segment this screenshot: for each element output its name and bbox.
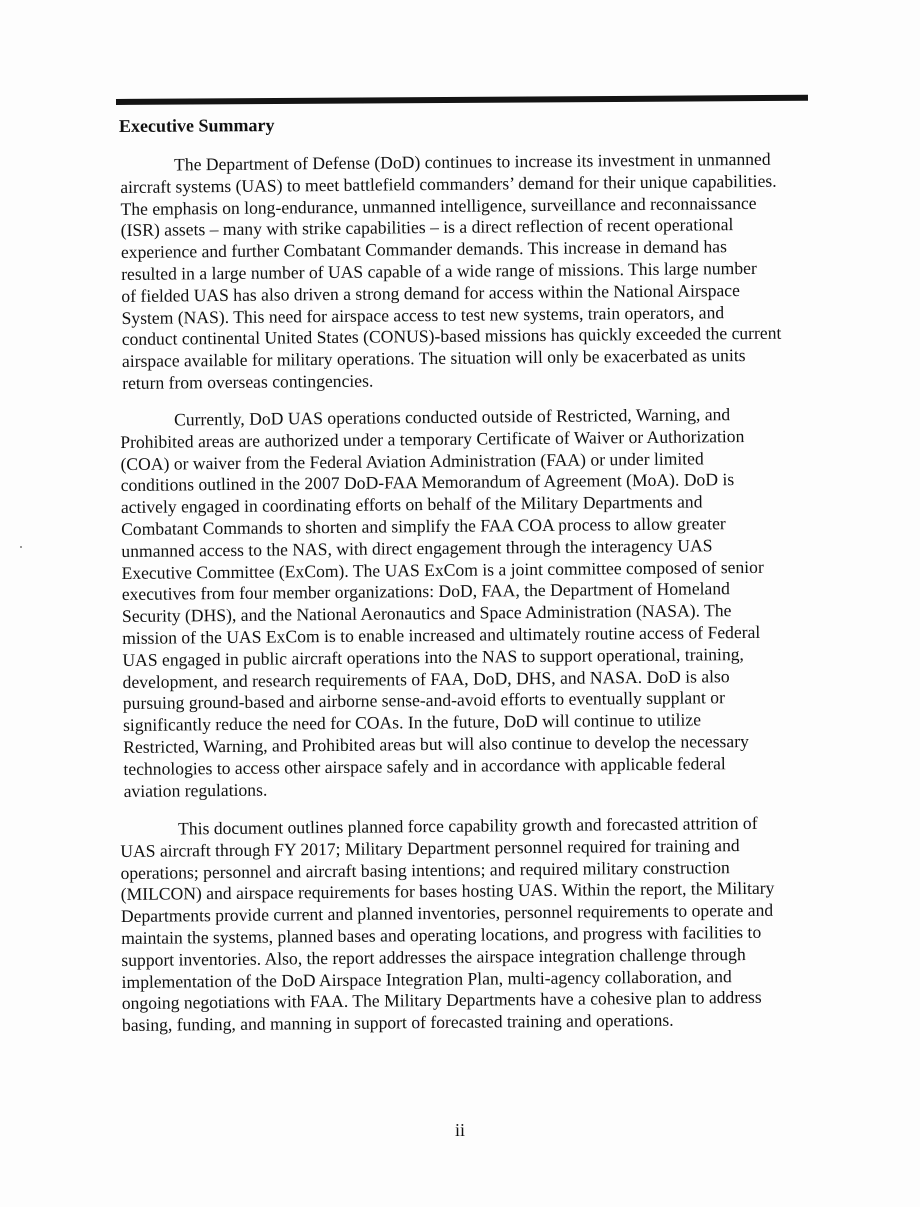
page-number: ii <box>455 1120 466 1140</box>
text-line: (ISR) assets – many with strike capabilities – is a direct reflection of recent operational <box>120 214 734 241</box>
text-line: mission of the UAS ExCom is to enable increased and ultimately routine access of Federal <box>122 621 761 648</box>
text-line: The emphasis on long-endurance, unmanned intelligence, surveillance and reconnaissance <box>120 192 757 219</box>
text-line: This document outlines planned force capability growth and forecasted attrition of <box>177 812 758 839</box>
text-line: airspace available for military operations. The situation will only be exacerbated as units <box>121 345 746 372</box>
paragraph-3 <box>120 812 822 1037</box>
text-line: pursuing ground-based and airborne sense-and-avoid efforts to eventually supplant or <box>122 687 725 714</box>
section-heading: Executive Summary <box>118 115 275 136</box>
text-line: Restricted, Warning, and Prohibited areas but will also continue to develop the necessary <box>123 730 749 757</box>
text-line: aviation regulations. <box>123 779 268 801</box>
text-line: operations; personnel and aircraft basing intentions; and required military construction <box>120 856 730 883</box>
text-line: return from overseas contingencies. <box>122 370 374 393</box>
paragraph-1 <box>120 148 822 394</box>
text-line: (COA) or waiver from the Federal Aviation Administration (FAA) or under limited <box>120 447 704 474</box>
scan-speck <box>20 546 22 548</box>
text-line: Currently, DoD UAS operations conducted outside of Restricted, Warning, and <box>173 404 731 430</box>
text-line: development, and research requirements of FAA, DoD, DHS, and NASA. DoD is also <box>122 665 730 692</box>
text-line: of fielded UAS has also driven a strong demand for access within the National Airspace <box>121 279 740 306</box>
text-line: basing, funding, and manning in support of forecasted training and operations. <box>121 1009 674 1036</box>
text-line: significantly reduce the need for COAs. In the future, DoD will continue to utilize <box>122 709 702 736</box>
text-line: conditions outlined in the 2007 DoD-FAA Memorandum of Agreement (MoA). DoD is <box>120 469 735 496</box>
text-line: technologies to access other airspace safely and in accordance with applicable federal <box>123 752 726 779</box>
text-line: Departments provide current and planned inventories, personnel requirements to operate and <box>120 899 774 927</box>
text-line: resulted in a large number of UAS capable of a wide range of missions. This large number <box>121 257 757 284</box>
text-line: UAS aircraft through FY 2017; Military Department personnel required for training and <box>120 834 740 861</box>
text-line: maintain the systems, planned bases and operating locations, and progress with facilities to <box>121 921 762 948</box>
text-line: executives from four member organizations: DoD, FAA, the Department of Homeland <box>121 578 730 605</box>
text-line: Executive Committee (ExCom). The UAS ExCom is a joint committee composed of senior <box>121 556 764 583</box>
text-line: System (NAS). This need for airspace access to test new systems, train operators, and <box>121 301 725 328</box>
text-line: Combatant Commands to shorten and simplify the FAA COA process to allow greater <box>121 513 726 539</box>
text-line: support inventories. Also, the report addresses the airspace integration challenge through <box>121 943 746 970</box>
text-line: (MILCON) and airspace requirements for bases hosting UAS. Within the report, the Military <box>120 878 775 905</box>
text-line: UAS engaged in public aircraft operations into the NAS to support operational, training, <box>122 643 744 670</box>
text-line: experience and further Combatant Commander demands. This increase in demand has <box>120 236 727 263</box>
text-line: aircraft systems (UAS) to meet battlefield commanders’ demand for their unique capabilities. <box>120 170 777 197</box>
text-line: ongoing negotiations with FAA. The Military Departments have a cohesive plan to address <box>121 987 762 1014</box>
heading-rule <box>116 95 808 105</box>
text-line: Security (DHS), and the National Aeronautics and Space Administration (NASA). The <box>121 600 732 627</box>
text-line: The Department of Defense (DoD) continues to increase its investment in unmanned <box>173 148 771 175</box>
text-line: implementation of the DoD Airspace Integration Plan, multi-agency collaboration, and <box>121 965 732 992</box>
text-line: unmanned access to the NAS, with direct engagement through the interagency UAS <box>121 535 713 561</box>
text-line: Prohibited areas are authorized under a temporary Certificate of Waiver or Authorization <box>120 425 745 452</box>
paragraph-2 <box>120 403 824 802</box>
text-line: actively engaged in coordinating efforts on behalf of the Military Departments and <box>120 491 703 518</box>
text-line: conduct continental United States (CONUS)-based missions has quickly exceeded the current <box>121 323 782 350</box>
